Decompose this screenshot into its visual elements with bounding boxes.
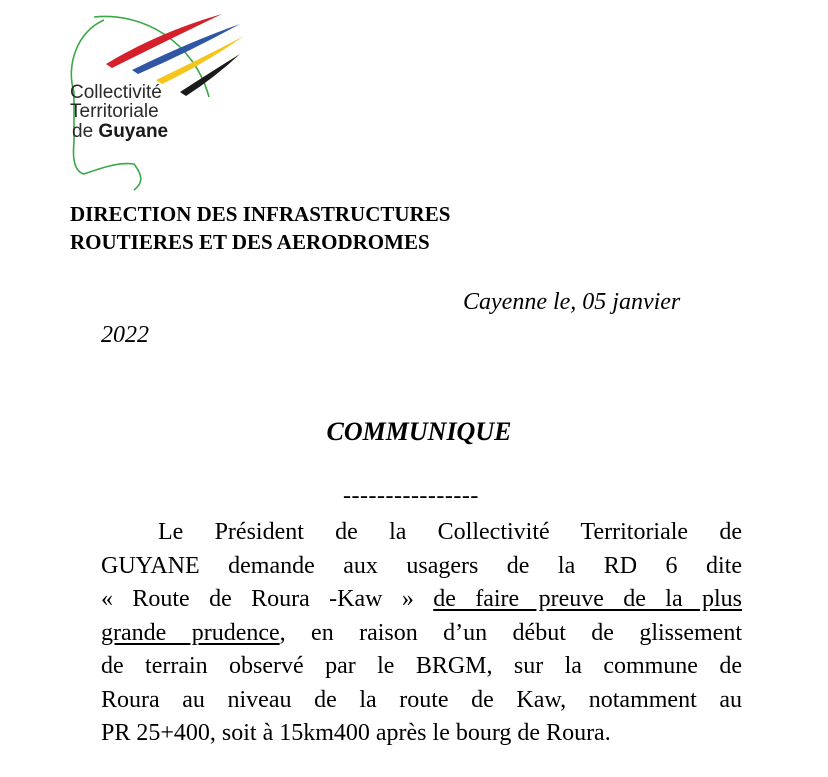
date-line2: 2022 bbox=[101, 322, 149, 348]
body-line-1: Le Président de la Collectivité Territoriale de bbox=[158, 519, 742, 545]
department-heading bbox=[70, 200, 450, 256]
logo-text-line3 bbox=[72, 121, 168, 143]
body-line-3 bbox=[101, 583, 742, 617]
logo-text-guyane: Guyane bbox=[98, 121, 169, 142]
body-line-6: Roura au niveau de la route de Kaw, notamment au bbox=[101, 686, 742, 713]
department-line2: ROUTIERES ET DES AERODROMES bbox=[70, 230, 430, 254]
logo-text-line2: Territoriale bbox=[70, 101, 159, 122]
body-line-7: PR 25+400, soit à 15km400 après le bourg de Roura. bbox=[101, 720, 611, 746]
logo-text-prefix: de bbox=[72, 121, 99, 142]
body-line-4-text: , en raison d’un début de glissement bbox=[279, 619, 742, 646]
logo-text-line1: Collectivité bbox=[70, 82, 162, 103]
communique-body bbox=[101, 516, 742, 751]
document-title: COMMUNIQUE bbox=[326, 417, 512, 446]
body-line-3-underlined: de faire preuve de la plus bbox=[433, 586, 742, 612]
department-line1: DIRECTION DES INFRASTRUCTURES bbox=[70, 202, 451, 226]
body-line-4-underlined: grande prudence bbox=[101, 619, 280, 646]
separator: ---------------- bbox=[343, 483, 479, 509]
body-line-5: de terrain observé par le BRGM, sur la commune de bbox=[101, 653, 742, 679]
date-line1: Cayenne le, 05 janvier bbox=[463, 289, 681, 315]
logo-black-stroke bbox=[180, 54, 240, 96]
body-line-2: GUYANE demande aux usagers de la RD 6 dite bbox=[101, 552, 742, 579]
body-line-4 bbox=[101, 617, 742, 651]
body-line-3-text: « Route de Roura -Kaw » bbox=[101, 586, 434, 612]
